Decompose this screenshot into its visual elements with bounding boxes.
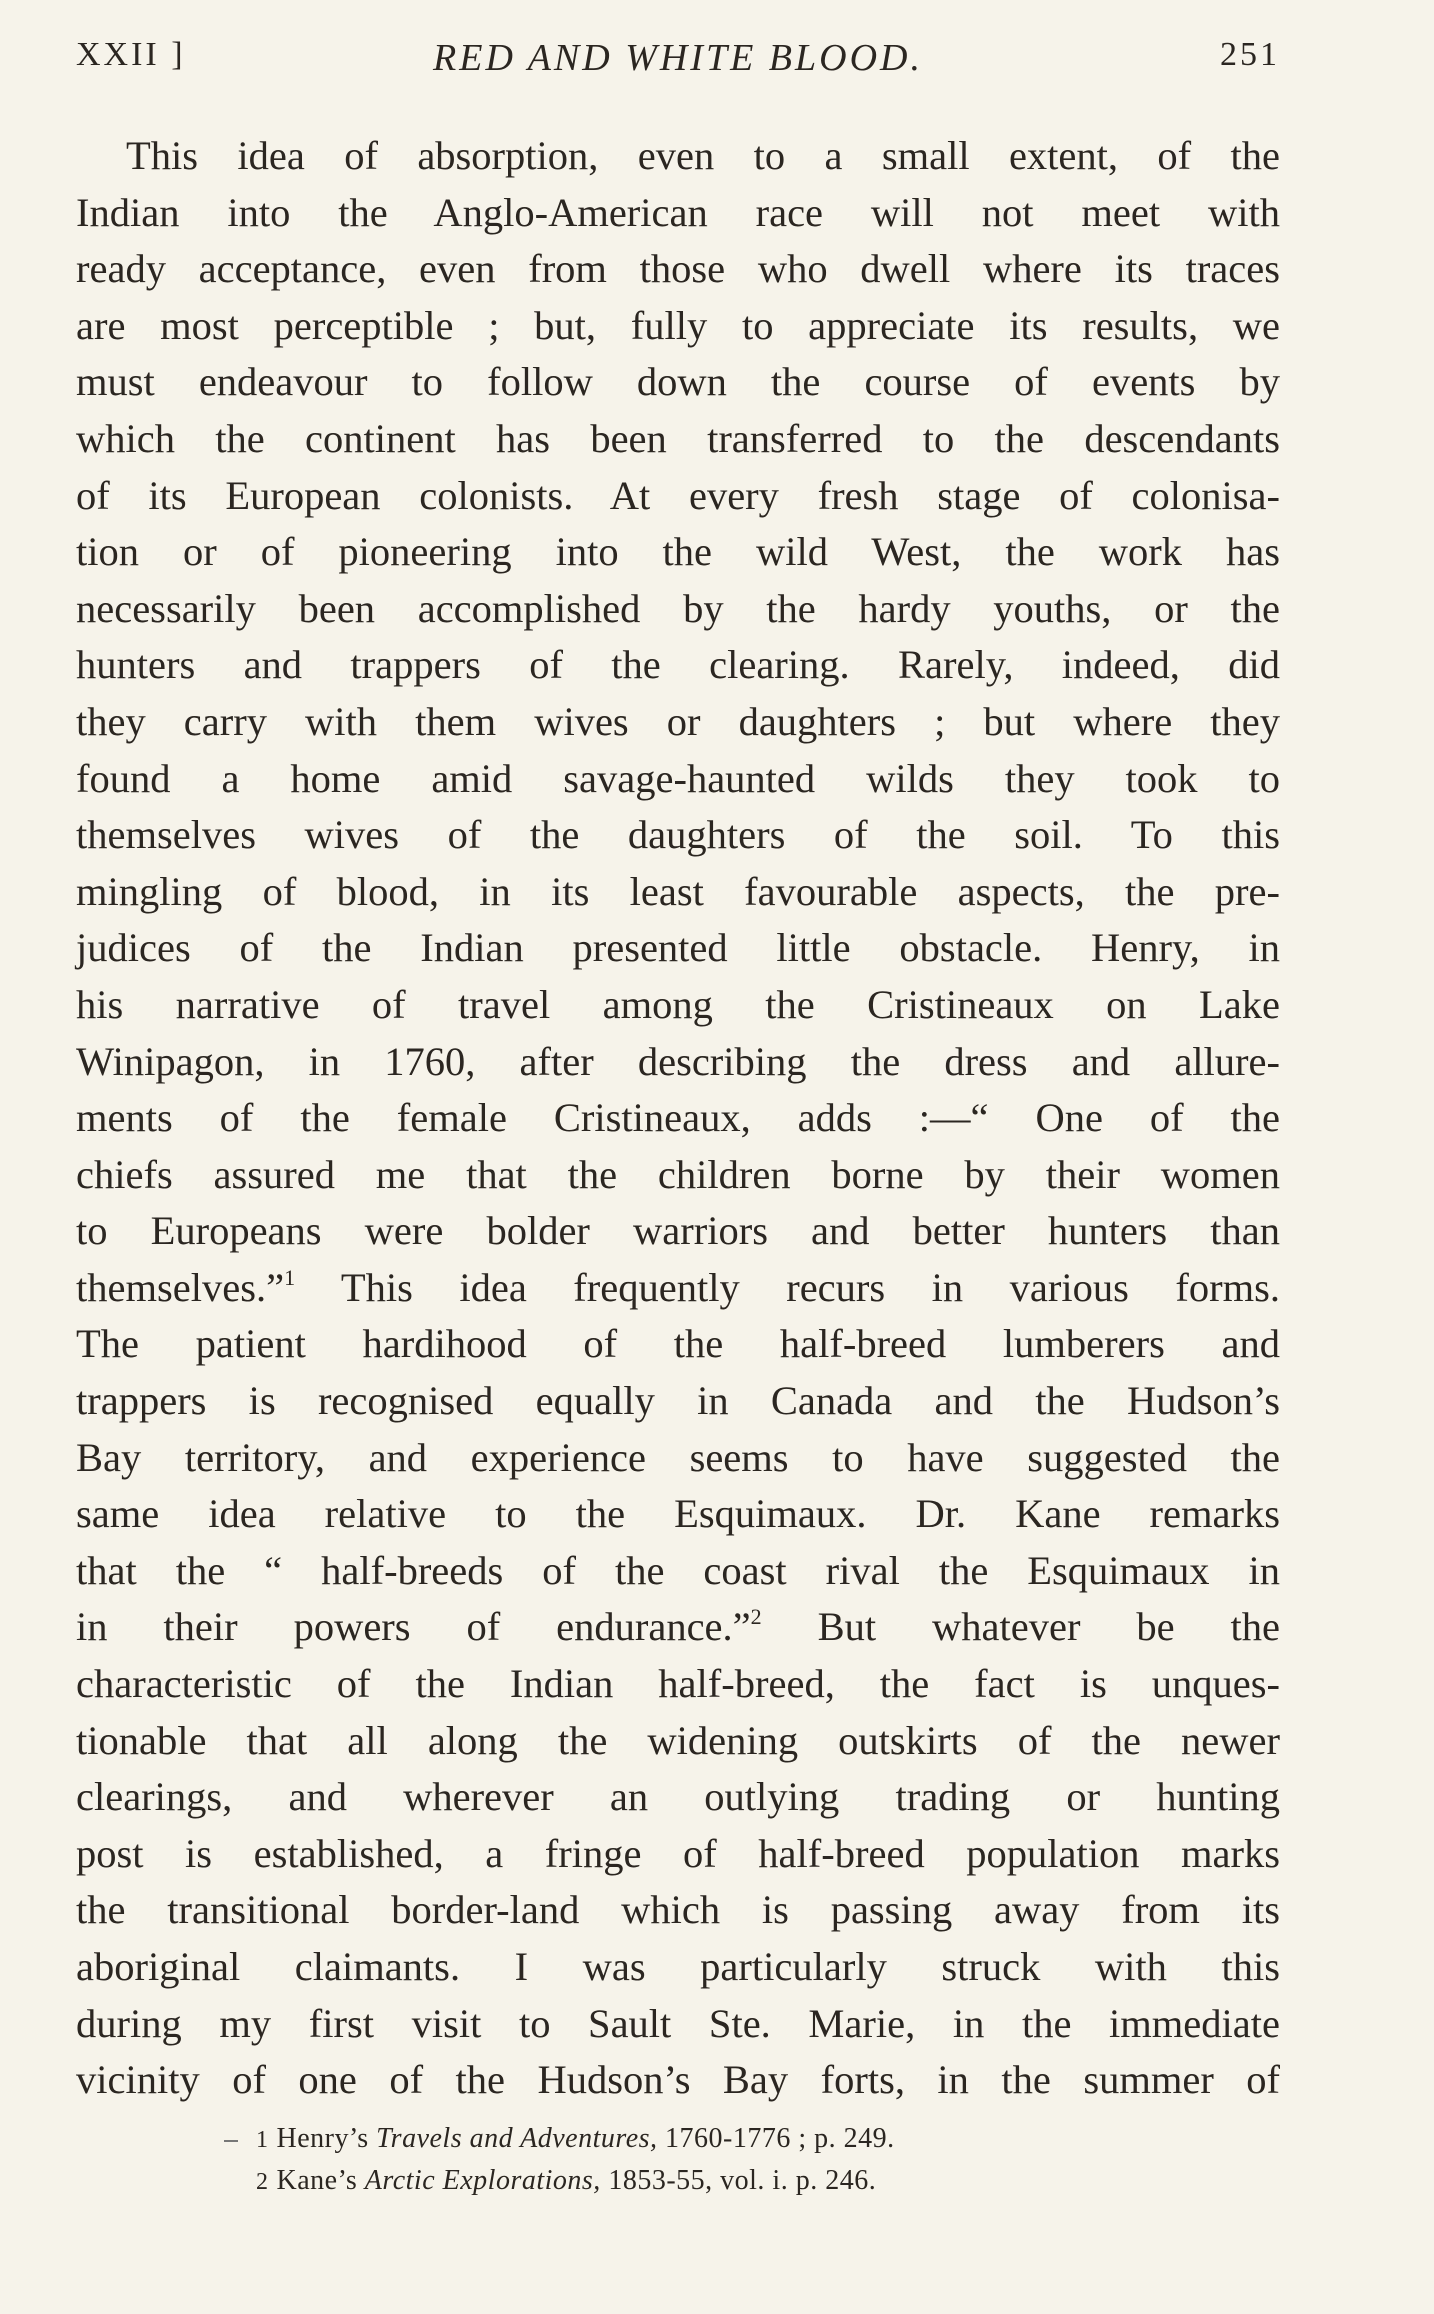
footnote-title: Arctic Explorations, bbox=[364, 2165, 601, 2196]
text-line: chiefs assured me that the children borne by their women bbox=[76, 1151, 1280, 1197]
text-line: aboriginal claimants. I was particularly struck with this bbox=[76, 1944, 1280, 1989]
text-line: same idea relative to the Esquimaux. Dr. Kane remarks bbox=[76, 1491, 1280, 1537]
text-line: vicinity of one of the Hudson’s Bay forts, in the summer of bbox=[76, 2057, 1280, 2103]
text-line: ments of the female Cristineaux, adds :—“ One of the bbox=[76, 1095, 1280, 1141]
text-line: judices of the Indian presented little obstacle. Henry, in bbox=[76, 925, 1280, 971]
text-line: clearings, and wherever an outlying trading or hunting bbox=[76, 1774, 1280, 1820]
text-line: tionable that all along the widening outskirts of the newer bbox=[76, 1717, 1280, 1763]
running-header bbox=[76, 36, 1280, 92]
text-line: characteristic of the Indian half-breed, the fact is unques- bbox=[76, 1661, 1280, 1707]
footnote-number: 2 bbox=[256, 2169, 269, 2195]
text-line: Indian into the Anglo-American race will not meet with bbox=[76, 189, 1280, 235]
footnote-number: 1 bbox=[256, 2127, 269, 2153]
text-line: that the “ half-breeds of the coast rival the Esquimaux in bbox=[76, 1547, 1280, 1593]
text-line: they carry with them wives or daughters ; but where they bbox=[76, 698, 1280, 744]
text-line: to Europeans were bolder warriors and better hunters than bbox=[76, 1208, 1280, 1254]
text-line: during my first visit to Sault Ste. Marie, in the immediate bbox=[76, 2000, 1280, 2046]
footnote-author: Henry’s bbox=[276, 2123, 369, 2154]
text-line: which the continent has been transferred to the descendants bbox=[76, 415, 1280, 461]
footnote-detail: 1853-55, vol. i. p. 246. bbox=[608, 2165, 877, 2196]
chapter-number: XXII ] bbox=[76, 36, 186, 73]
text-fragment: This idea frequently recurs in various forms. bbox=[340, 1264, 1280, 1310]
text-line: This idea of absorption, even to a small extent, of the bbox=[126, 133, 1280, 178]
body-text bbox=[76, 128, 1280, 2109]
text-line: Winipagon, in 1760, after describing the dress and allure- bbox=[76, 1038, 1280, 1084]
text-fragment: But whatever be the bbox=[817, 1604, 1281, 1650]
text-line: are most perceptible ; but, fully to appreciate its results, we bbox=[76, 302, 1280, 348]
text-line: trappers is recognised equally in Canada and the Hudson’s bbox=[76, 1378, 1280, 1424]
footnotes bbox=[256, 2118, 895, 2202]
text-line-with-footnote-ref bbox=[76, 1599, 1280, 1656]
text-line: found a home amid savage-haunted wilds they took to bbox=[76, 755, 1280, 801]
text-fragment: in their powers of endurance.” bbox=[76, 1604, 751, 1650]
text-line: hunters and trappers of the clearing. Rarely, indeed, did bbox=[76, 642, 1280, 688]
footnote-author: Kane’s bbox=[276, 2165, 358, 2196]
book-page bbox=[76, 0, 1280, 2314]
footnote-ref-1: 1 bbox=[284, 1264, 296, 1290]
text-line: mingling of blood, in its least favourable aspects, the pre- bbox=[76, 868, 1280, 914]
running-title: RED AND WHITE BLOOD. bbox=[433, 37, 923, 79]
text-line: his narrative of travel among the Cristineaux on Lake bbox=[76, 981, 1280, 1027]
text-line: must endeavour to follow down the course of events by bbox=[76, 359, 1280, 405]
text-fragment: themselves.” bbox=[76, 1264, 285, 1310]
text-line: of its European colonists. At every fresh stage of colonisa- bbox=[76, 472, 1280, 518]
text-line: post is established, a fringe of half-breed population marks bbox=[76, 1830, 1280, 1876]
text-line: Bay territory, and experience seems to have suggested the bbox=[76, 1434, 1280, 1480]
text-line: tion or of pioneering into the wild West, the work has bbox=[76, 529, 1280, 575]
footnote-detail: 1760-1776 ; p. 249. bbox=[665, 2123, 895, 2154]
text-line: The patient hardihood of the half-breed lumberers and bbox=[76, 1321, 1280, 1367]
footnote-ref-2: 2 bbox=[750, 1604, 762, 1630]
footnote-1 bbox=[256, 2118, 895, 2160]
text-line: themselves wives of the daughters of the soil. To this bbox=[76, 812, 1280, 858]
text-line: the transitional border-land which is passing away from its bbox=[76, 1887, 1280, 1933]
text-line: ready acceptance, even from those who dwell where its traces bbox=[76, 246, 1280, 292]
footnote-2 bbox=[256, 2160, 895, 2202]
page-number: 251 bbox=[1220, 36, 1280, 73]
footnote-mark bbox=[224, 2140, 238, 2142]
text-line-with-footnote-ref bbox=[76, 1260, 1280, 1317]
text-line: necessarily been accomplished by the hardy youths, or the bbox=[76, 585, 1280, 631]
footnote-title: Travels and Adventures, bbox=[376, 2123, 658, 2154]
